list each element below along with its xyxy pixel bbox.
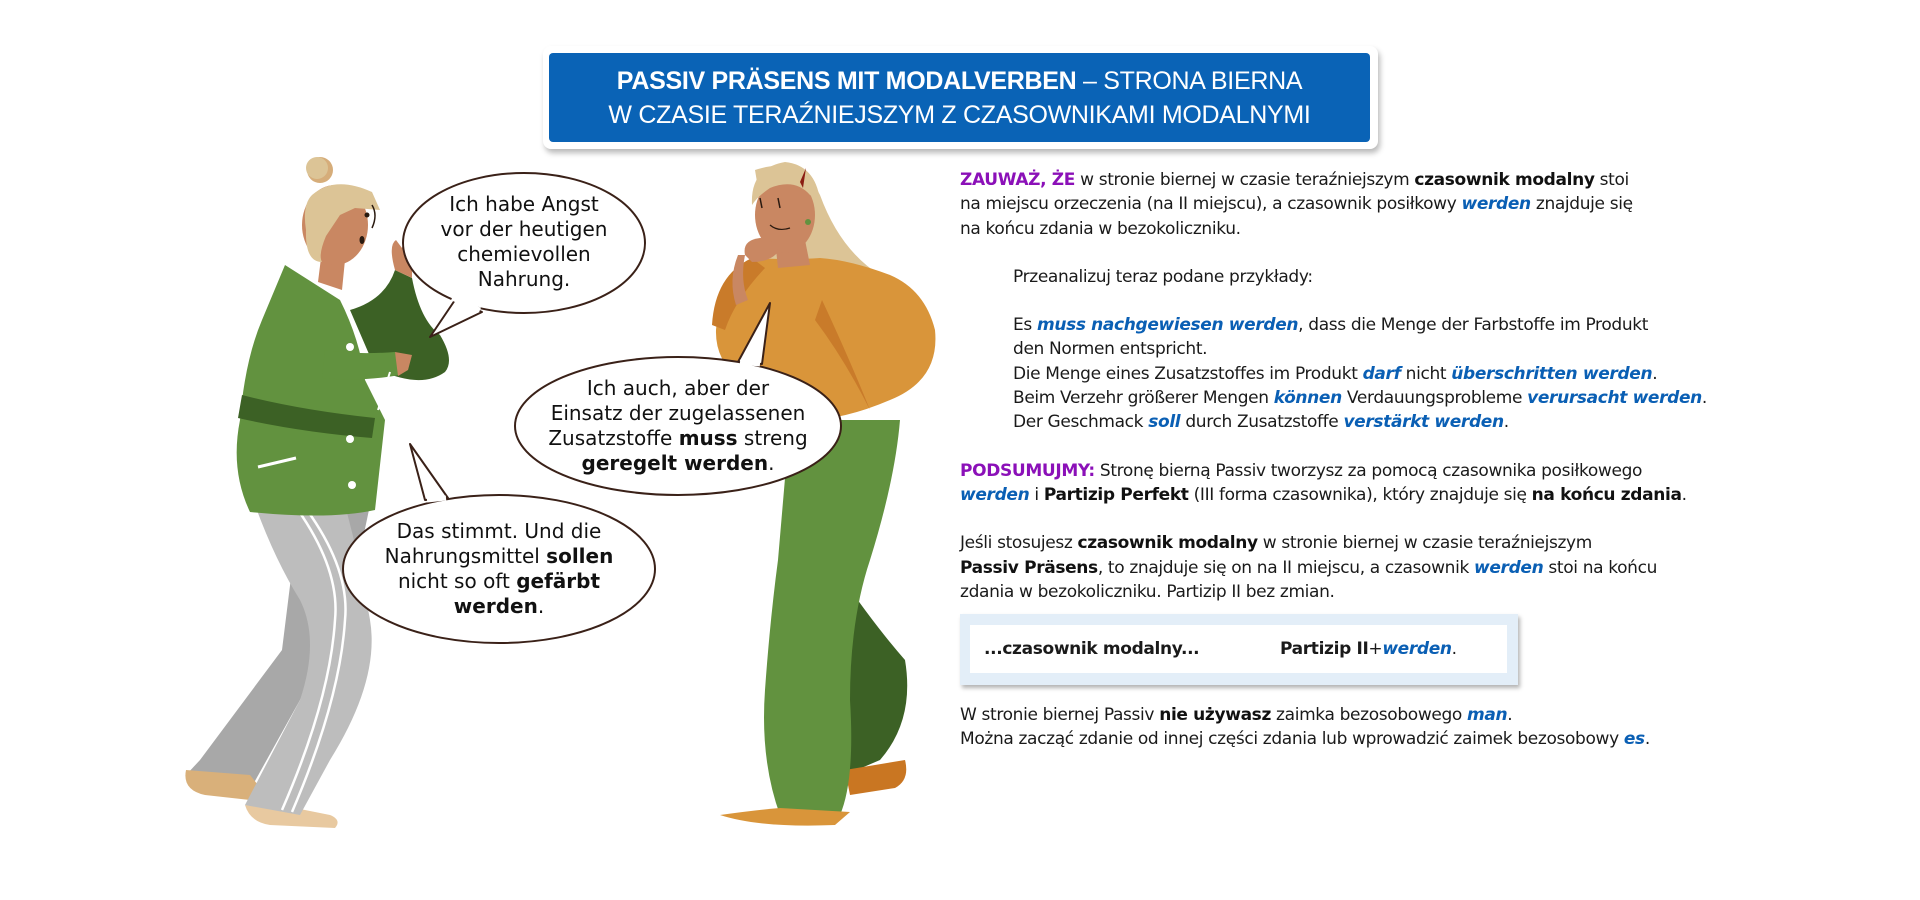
bubble-text-part: Nahrungsmittel (384, 544, 547, 568)
bubble-bold-word: geregelt werden (581, 451, 769, 475)
note-label: ZAUWAŻ, ŻE (960, 170, 1076, 190)
text: Der Geschmack (1013, 412, 1149, 433)
bold-term: Passiv Präsens (960, 557, 1098, 578)
bubble-line (345, 569, 653, 594)
spacer (960, 435, 1780, 459)
dialogue-illustration (0, 140, 960, 860)
bubble-line: Ich habe Angst (449, 192, 599, 216)
highlight-term: können (1273, 388, 1342, 409)
text: Można zacząć zdanie od innej części zdania lub wprowadzić zaimek bezosobowy (960, 729, 1624, 750)
text: Jeśli stosujesz (960, 533, 1078, 554)
bubble-line (345, 544, 653, 569)
text: durch Zusatzstoffe (1180, 412, 1344, 433)
text: zdania w bezokoliczniku. Partizip II bez zmian. (960, 581, 1335, 602)
text: i (1029, 484, 1044, 505)
highlight-term: verursacht werden (1527, 388, 1702, 409)
title-banner (549, 53, 1370, 142)
speech-bubble-3-text (345, 519, 653, 619)
title-polish-part1: STRONA BIERNA (1103, 66, 1303, 95)
formula-partizip: Partizip II (1280, 639, 1369, 659)
title-german: PASSIV PRÄSENS MIT MODALVERBEN (616, 66, 1077, 95)
bubble-line: vor der heutigen (440, 217, 608, 241)
no-man-paragraph (960, 703, 1780, 752)
text: Die Menge eines Zusatzstoffes im Produkt (1013, 363, 1363, 384)
text: den Normen entspricht. (1013, 339, 1208, 360)
bubble-text-part: . (537, 594, 545, 618)
text: w stronie biernej w czasie teraźniejszym (1075, 170, 1415, 190)
highlight-term: darf (1362, 363, 1401, 384)
bubble-line (345, 594, 653, 619)
grammar-explanation (960, 168, 1780, 752)
formula-plus: + (1368, 639, 1383, 659)
text: . (1507, 705, 1513, 726)
examples-intro: Przeanalizuj teraz podane przykłady: (1013, 266, 1313, 287)
spacer (960, 507, 1780, 531)
formula-modal-verb: ...czasownik modalny... (984, 639, 1200, 659)
highlight-term: man (1467, 705, 1508, 726)
text: W stronie biernej Passiv (960, 705, 1160, 726)
text: w stronie biernej w czasie teraźniejszym (1257, 533, 1592, 554)
title-banner-frame (543, 46, 1378, 149)
bubble-bold-word: sollen (546, 544, 614, 568)
bubble-line: Einsatz der zugelassenen (550, 401, 806, 425)
formula-werden: werden (1382, 639, 1452, 659)
modal-rule-paragraph (960, 531, 1780, 604)
bold-term: czasownik modalny (1077, 533, 1258, 554)
bold-term: Partizip Perfekt (1043, 484, 1189, 505)
text: , dass die Menge der Farbstoffe im Produkt (1298, 315, 1649, 336)
summary-paragraph (960, 459, 1780, 508)
bubble-text-part: nicht so oft (397, 569, 517, 593)
highlight-term: muss nachgewiesen werden (1036, 315, 1299, 336)
bubble-line: Nahrung. (477, 267, 571, 291)
example-4 (1013, 410, 1780, 434)
highlight-term: soll (1148, 412, 1181, 433)
text: (III forma czasownika), który znajduje się (1188, 484, 1532, 505)
bubble-text-part: . (768, 451, 775, 475)
text: , to znajduje się on na II miejscu, a czasownik (1097, 557, 1475, 578)
highlight-term: werden (960, 484, 1030, 505)
bubble-line (518, 426, 838, 451)
examples-block (960, 265, 1780, 435)
bubble-text-part: Zusatzstoffe (548, 426, 679, 450)
text: Es (1013, 315, 1037, 336)
spacer (960, 241, 1780, 265)
bold-term: nie używasz (1159, 705, 1271, 726)
formula-content (970, 625, 1507, 673)
bubble-bold-word: muss (678, 426, 738, 450)
text: Beim Verzehr größerer Mengen (1013, 388, 1274, 409)
text: znajduje się (1530, 194, 1633, 215)
title-dash: – (1076, 66, 1104, 95)
highlight-term: es (1623, 729, 1645, 750)
formula-box (960, 614, 1518, 685)
bubble-text-part: streng (737, 426, 808, 450)
example-2 (1013, 362, 1780, 386)
bubble-bold-word: gefärbt (516, 569, 601, 593)
highlight-term: überschritten werden (1451, 363, 1653, 384)
highlight-term: werden (1461, 194, 1531, 215)
text: Stronę bierną Passiv tworzysz za pomocą czasownika posiłkowego (1094, 460, 1643, 481)
text: . (1503, 412, 1509, 433)
text: . (1681, 484, 1687, 505)
text: stoi na końcu (1543, 557, 1658, 578)
text: na końcu zdania w bezokoliczniku. (960, 218, 1241, 239)
text: . (1652, 363, 1658, 384)
bubble-line: Ich auch, aber der (586, 376, 770, 400)
example-1 (1013, 313, 1780, 362)
bubble-line: chemievollen (457, 242, 591, 266)
text: na miejscu orzeczenia (na II miejscu), a czasownik posiłkowy (960, 194, 1462, 215)
text: nicht (1400, 363, 1452, 384)
bubble-line (518, 451, 838, 476)
right-woman-figure (712, 162, 935, 826)
highlight-term: verstärkt werden (1343, 412, 1504, 433)
text: . (1701, 388, 1707, 409)
bold-term: czasownik modalny (1414, 170, 1595, 190)
speech-bubble-2-text (518, 376, 838, 476)
bold-term: na końcu zdania (1531, 484, 1682, 505)
text: stoi (1594, 170, 1629, 190)
spacer (1013, 289, 1780, 313)
title-line-1 (617, 64, 1302, 98)
speech-bubble-1-text (404, 192, 644, 292)
summary-label: PODSUMUJMY: (960, 460, 1095, 481)
example-3 (1013, 386, 1780, 410)
bubble-bold-word: werden (453, 594, 538, 618)
note-paragraph (960, 168, 1780, 241)
text: . (1644, 729, 1650, 750)
spacer (960, 685, 1780, 703)
bubble-line: Das stimmt. Und die (396, 519, 602, 543)
text: zaimka bezosobowego (1271, 705, 1468, 726)
formula-period: . (1451, 639, 1457, 659)
title-line-2: W CZASIE TERAŹNIEJSZYM Z CZASOWNIKAMI MODALNYMI (608, 100, 1311, 129)
text: Verdauungsprobleme (1341, 388, 1528, 409)
highlight-term: werden (1474, 557, 1544, 578)
